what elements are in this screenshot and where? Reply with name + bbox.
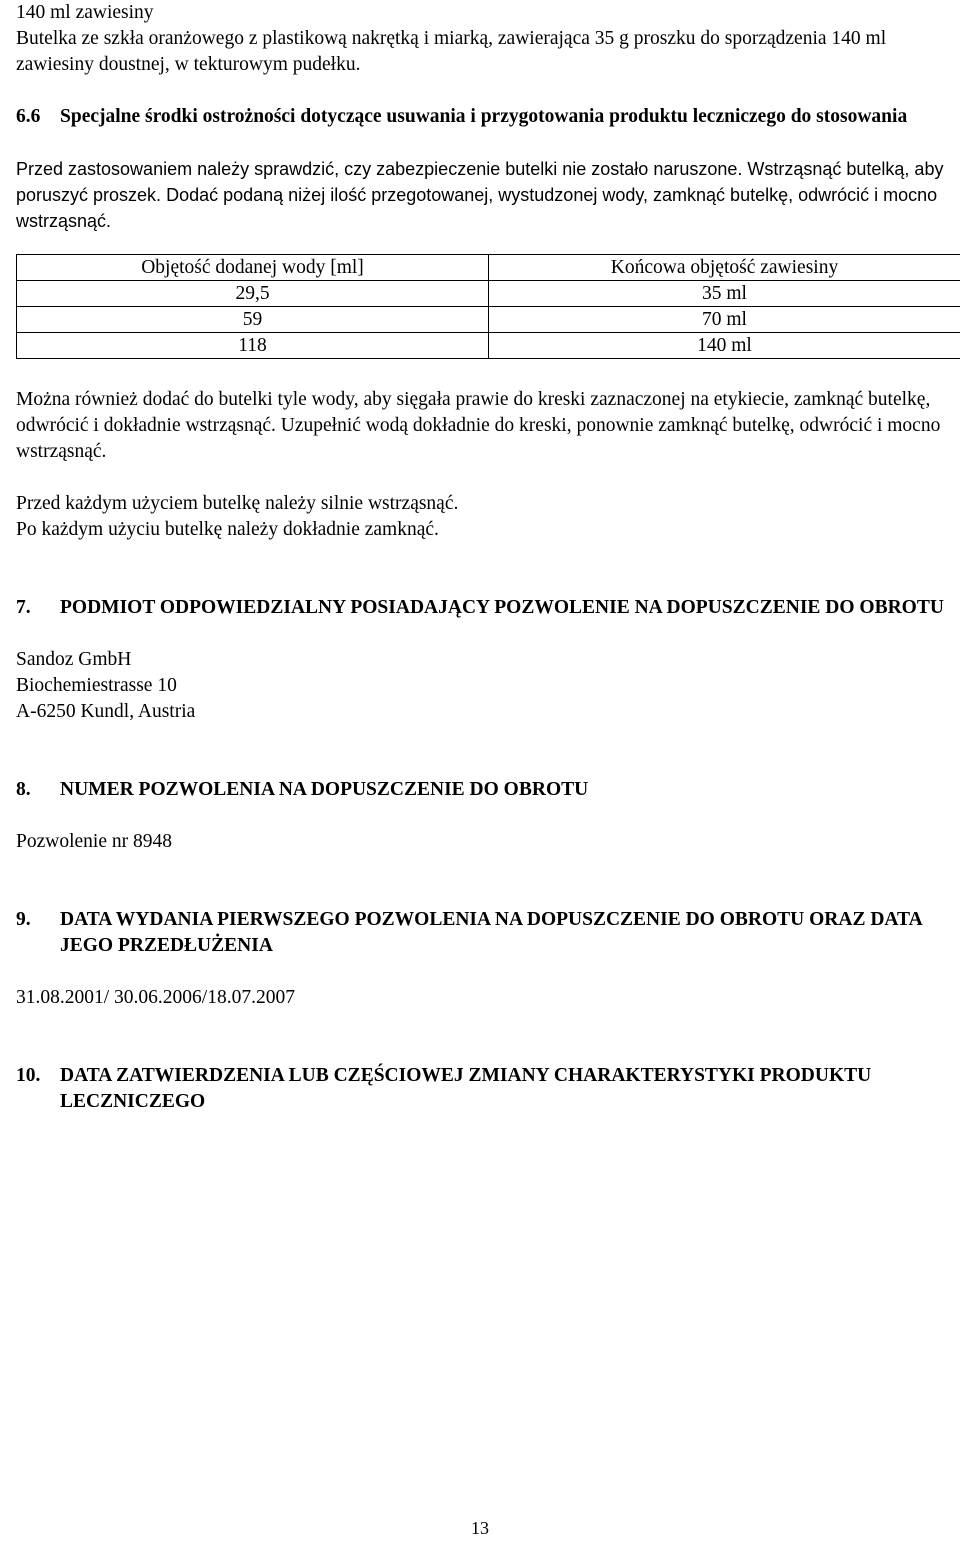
intro-description: Butelka ze szkła oranżowego z plastikową nakrętką i miarką, zawierająca 35 g proszku do sporządzenia 140 ml zawiesiny doustnej, w tekturowym pudełku.	[16, 26, 946, 78]
water-volume-table	[16, 254, 960, 359]
table-header-row	[17, 255, 960, 281]
document-page	[16, 0, 946, 1115]
section-7-heading	[16, 595, 946, 621]
section-6-6-close-instruction: Po każdym użyciu butelkę należy dokładnie zamknąć.	[16, 517, 946, 543]
table-cell: 59	[17, 307, 489, 333]
section-9-title: DATA WYDANIA PIERWSZEGO POZWOLENIA NA DOPUSZCZENIE DO OBROTU ORAZ DATA JEGO PRZEDŁUŻENIA	[60, 907, 946, 959]
section-8-heading	[16, 777, 946, 803]
table-header-final-volume: Końcowa objętość zawiesiny	[489, 255, 960, 281]
table-cell: 29,5	[17, 281, 489, 307]
table-row	[17, 281, 960, 307]
section-6-6-paragraph-1: Przed zastosowaniem należy sprawdzić, czy zabezpieczenie butelki nie zostało naruszone. Wstrząsnąć butelką, aby poruszyć proszek. Dodać podaną niżej ilość przegotowanej, wystudzonej wody, zamknąć butelkę, odwrócić i mocno wstrząsnąć.	[16, 156, 946, 234]
table-cell: 35 ml	[489, 281, 960, 307]
section-10-number: 10.	[16, 1063, 60, 1115]
section-8-number: 8.	[16, 777, 60, 803]
holder-address	[16, 647, 946, 725]
section-6-6-title: Specjalne środki ostrożności dotyczące usuwania i przygotowania produktu leczniczego do stosowania	[60, 104, 946, 130]
section-9-heading	[16, 907, 946, 959]
section-10-title: DATA ZATWIERDZENIA LUB CZĘŚCIOWEJ ZMIANY CHARAKTERYSTYKI PRODUKTU LECZNICZEGO	[60, 1063, 946, 1115]
section-7-title: PODMIOT ODPOWIEDZIALNY POSIADAJĄCY POZWOLENIE NA DOPUSZCZENIE DO OBROTU	[60, 595, 946, 621]
section-7-number: 7.	[16, 595, 60, 621]
section-6-6-heading	[16, 104, 946, 130]
intro-volume: 140 ml zawiesiny	[16, 0, 946, 26]
section-6-6-paragraph-2: Można również dodać do butelki tyle wody, aby sięgała prawie do kreski zaznaczonej na etykiecie, zamknąć butelkę, odwrócić i dokładnie wstrząsnąć. Uzupełnić wodą dokładnie do kreski, ponownie zamknąć butelkę, odwrócić i mocno wstrząsnąć.	[16, 387, 946, 465]
section-6-6-shake-instruction: Przed każdym użyciem butelkę należy silnie wstrząsnąć.	[16, 491, 946, 517]
section-10-heading	[16, 1063, 946, 1115]
table-cell: 118	[17, 333, 489, 359]
holder-street: Biochemiestrasse 10	[16, 673, 946, 699]
authorization-number: Pozwolenie nr 8948	[16, 829, 946, 855]
table-row	[17, 333, 960, 359]
holder-city: A-6250 Kundl, Austria	[16, 699, 946, 725]
table-header-water: Objętość dodanej wody [ml]	[17, 255, 489, 281]
table-row	[17, 307, 960, 333]
page-number: 13	[0, 1515, 960, 1541]
authorization-dates: 31.08.2001/ 30.06.2006/18.07.2007	[16, 985, 946, 1011]
table-cell: 70 ml	[489, 307, 960, 333]
section-9-number: 9.	[16, 907, 60, 959]
table-cell: 140 ml	[489, 333, 960, 359]
section-6-6-number: 6.6	[16, 104, 60, 130]
section-8-title: NUMER POZWOLENIA NA DOPUSZCZENIE DO OBROTU	[60, 777, 946, 803]
holder-name: Sandoz GmbH	[16, 647, 946, 673]
